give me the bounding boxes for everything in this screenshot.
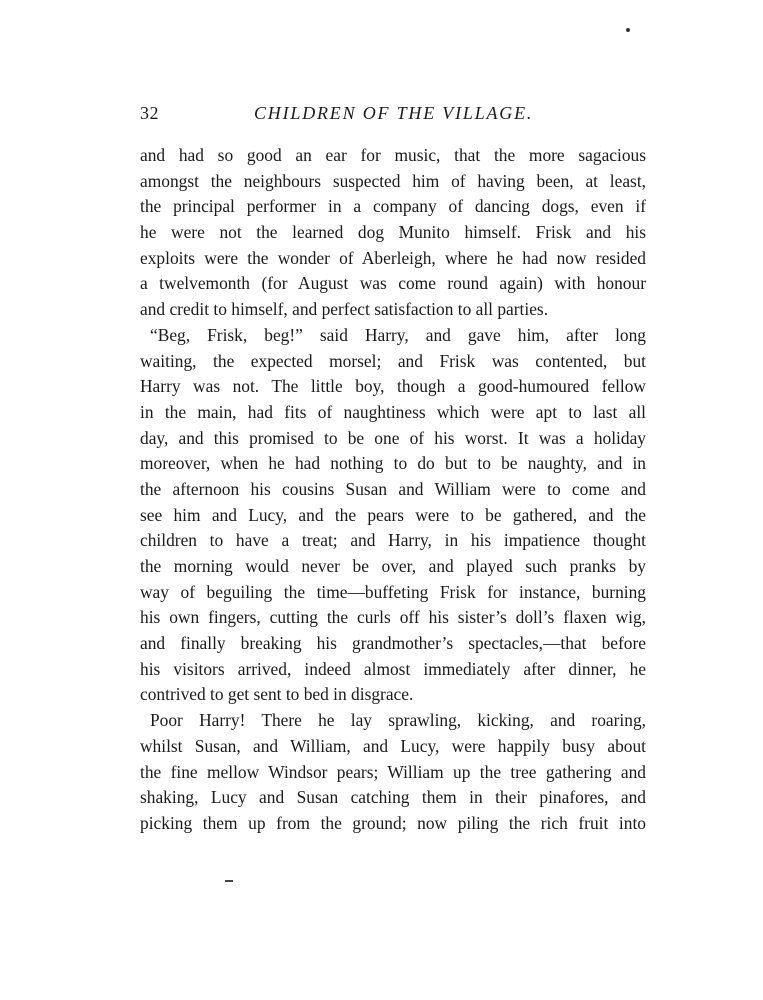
text-line: waiting, the expected morsel; and Frisk was contented, but <box>140 350 646 371</box>
text-line: Harry was not. The little boy, though a good-humoured fellow <box>140 376 646 397</box>
text-line: in the main, had fits of naughtiness which were apt to last all <box>140 401 646 422</box>
running-title: CHILDREN OF THE VILLAGE. <box>254 103 534 123</box>
text-line: day, and this promised to be one of his worst. It was a holiday <box>140 427 646 448</box>
text-line: children to have a treat; and Harry, in his impatience thought <box>140 530 646 551</box>
text-line: moreover, when he had nothing to do but to be naughty, and in <box>140 453 646 474</box>
page-number: 32 <box>140 103 159 123</box>
text-line: and finally breaking his grandmother’s spectacles,—that before <box>140 633 646 654</box>
text-line: Poor Harry! There he lay sprawling, kicking, and roaring, <box>150 710 646 731</box>
text-line: whilst Susan, and William, and Lucy, were happily busy about <box>140 735 646 756</box>
text-line: the afternoon his cousins Susan and William were to come and <box>140 478 646 499</box>
text-line: exploits were the wonder of Aberleigh, where he had now resided <box>140 247 646 268</box>
text-line: and had so good an ear for music, that the more sagacious <box>140 145 646 165</box>
text-line: the fine mellow Windsor pears; William up the tree gathering and <box>140 761 646 782</box>
page-header <box>140 103 650 129</box>
text-line: his own fingers, cutting the curls off his sister’s doll’s flaxen wig, <box>140 607 646 628</box>
text-line: way of beguiling the time—buffeting Frisk for instance, burning <box>140 581 646 602</box>
text-line: a twelvemonth (for August was come round again) with honour <box>140 273 646 294</box>
text-line: he were not the learned dog Munito himself. Frisk and his <box>140 222 646 243</box>
text-line: his visitors arrived, indeed almost immediately after dinner, he <box>140 658 646 679</box>
text-line: picking them up from the ground; now piling the rich fruit into <box>140 812 646 833</box>
text-line: shaking, Lucy and Susan catching them in their pinafores, and <box>140 787 646 808</box>
text-line: the principal performer in a company of dancing dogs, even if <box>140 196 646 217</box>
body-text <box>140 143 646 837</box>
scan-mark <box>225 880 233 882</box>
text-line: “Beg, Frisk, beg!” said Harry, and gave him, after long <box>150 324 646 345</box>
text-line: see him and Lucy, and the pears were to be gathered, and the <box>140 504 646 525</box>
scan-speck <box>626 28 630 32</box>
text-line: contrived to get sent to bed in disgrace. <box>140 684 414 705</box>
text-line: the morning would never be over, and played such pranks by <box>140 556 646 576</box>
text-line: and credit to himself, and perfect satisfaction to all parties. <box>140 299 549 320</box>
text-line: amongst the neighbours suspected him of having been, at least, <box>140 170 646 191</box>
